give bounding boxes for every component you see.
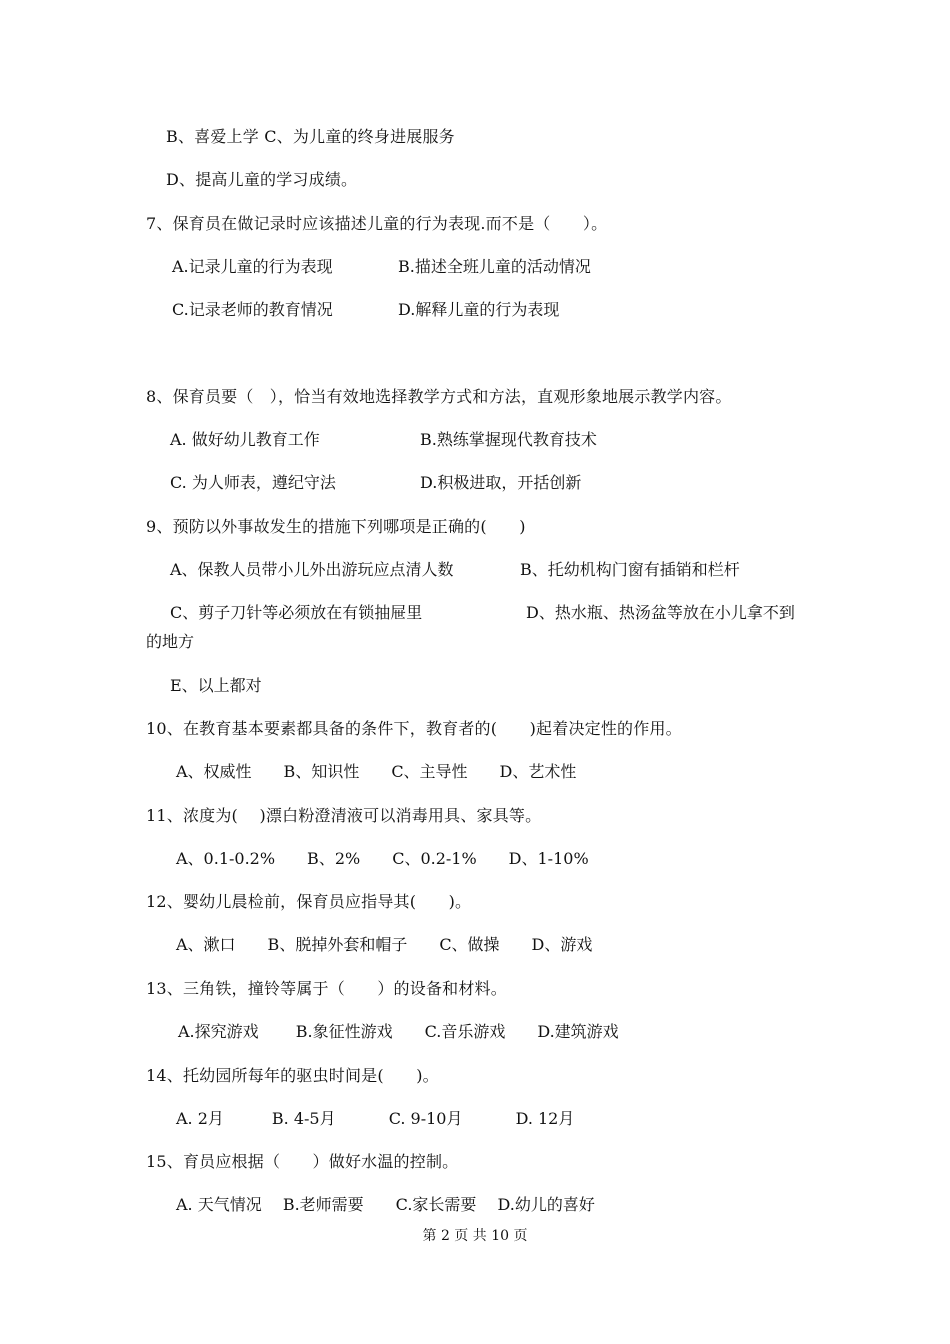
option-a: A.记录儿童的行为表现 (172, 257, 333, 276)
option-d-continued: 的地方 (146, 632, 195, 651)
options-row: A、权威性 B、知识性 C、主导性 D、艺术性 (176, 762, 577, 781)
question-13: 13、三角铁，撞铃等属于（ ）的设备和材料。 (146, 979, 507, 998)
question-10: 10、在教育基本要素都具备的条件下，教育者的( )起着决定性的作用。 (146, 719, 682, 738)
option-d: D.解释儿童的行为表现 (398, 300, 560, 319)
options-row: A、0.1-0.2% B、2% C、0.2-1% D、1-10% (176, 849, 589, 868)
option-a: A、保教人员带小儿外出游玩应点清人数 (170, 560, 454, 579)
question-8: 8、保育员要（ ），恰当有效地选择教学方式和方法，直观形象地展示教学内容。 (146, 387, 732, 406)
option-a: A. 做好幼儿教育工作 (170, 430, 320, 449)
options-row: A、漱口 B、脱掉外套和帽子 C、做操 D、游戏 (176, 935, 593, 954)
option-b: B.描述全班儿童的活动情况 (398, 257, 591, 276)
question-9: 9、预防以外事故发生的措施下列哪项是正确的( ) (146, 517, 526, 536)
options-row: A.探究游戏 B.象征性游戏 C.音乐游戏 D.建筑游戏 (178, 1022, 619, 1041)
option-b: B.熟练掌握现代教育技术 (420, 430, 597, 449)
option-c: C、剪子刀针等必须放在有锁抽屉里 (170, 603, 423, 622)
option-text: B、喜爱上学 C、为儿童的终身进展服务 (166, 127, 455, 146)
question-11: 11、浓度为( )漂白粉澄清液可以消毒用具、家具等。 (146, 806, 542, 825)
question-14: 14、托幼园所每年的驱虫时间是( )。 (146, 1066, 439, 1085)
option-c: C. 为人师表，遵纪守法 (170, 473, 336, 492)
question-7: 7、保育员在做记录时应该描述儿童的行为表现.而不是（ ）。 (146, 214, 608, 233)
option-c: C.记录老师的教育情况 (172, 300, 333, 319)
question-12: 12、婴幼儿晨检前，保育员应指导其( )。 (146, 892, 472, 911)
option-e: E、以上都对 (170, 676, 262, 695)
option-text: D、提高儿童的学习成绩。 (166, 170, 358, 189)
question-15: 15、育员应根据（ ）做好水温的控制。 (146, 1152, 459, 1171)
option-b: B、托幼机构门窗有插销和栏杆 (520, 560, 740, 579)
page-footer: 第 2 页 共 10 页 (422, 1228, 528, 1244)
option-d: D.积极进取，开括创新 (420, 473, 582, 492)
options-row: A. 2月 B. 4-5月 C. 9-10月 D. 12月 (176, 1109, 575, 1128)
options-row: A. 天气情况 B.老师需要 C.家长需要 D.幼儿的喜好 (176, 1195, 595, 1214)
option-d: D、热水瓶、热汤盆等放在小儿拿不到 (526, 603, 795, 622)
